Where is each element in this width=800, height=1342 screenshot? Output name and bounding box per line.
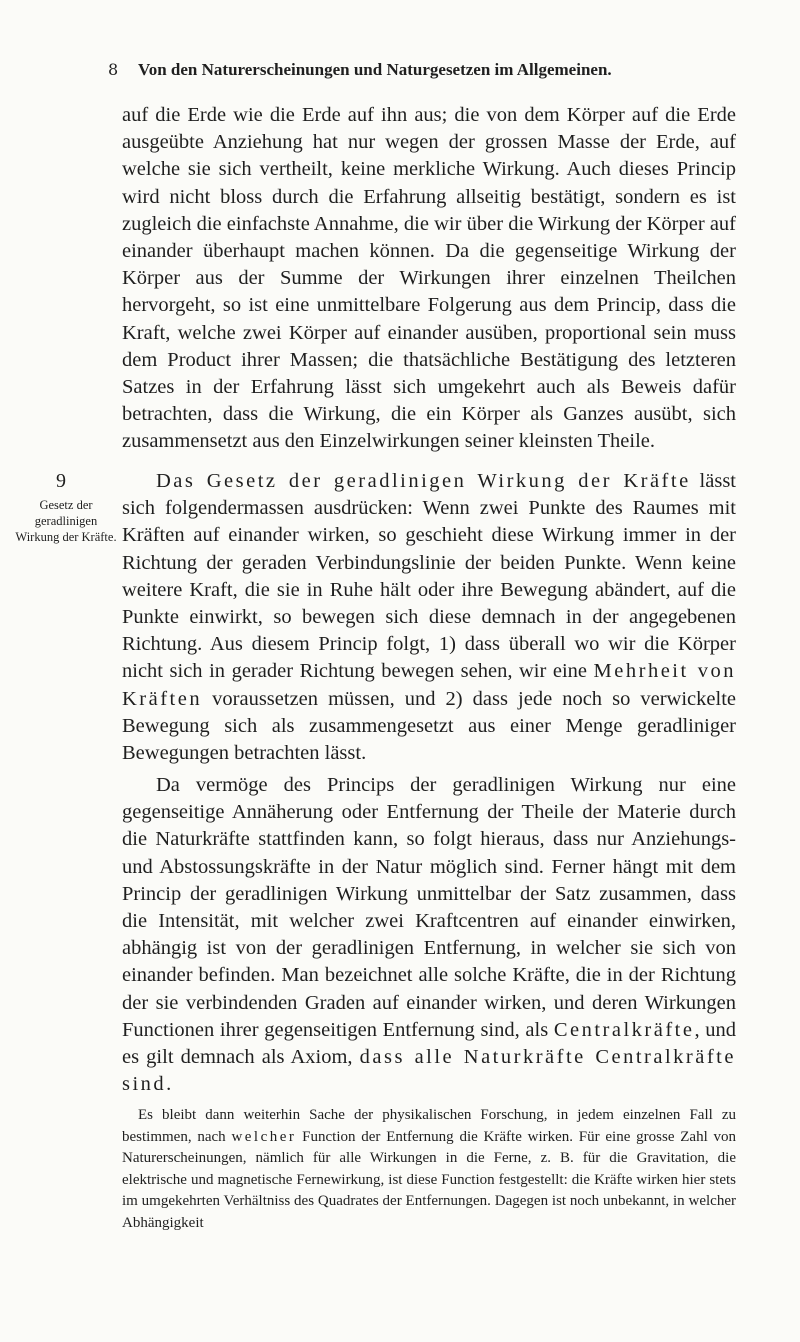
running-head [108, 60, 708, 80]
small-print-text [122, 1105, 736, 1235]
running-title: Von den Naturerscheinungen und Naturgesetzen im Allgemeinen. [138, 60, 612, 79]
central-forces-term: Centralkräfte [553, 1018, 695, 1041]
paragraph-2 [122, 468, 736, 767]
paragraph-3 [122, 772, 736, 1098]
paragraph-2-part-a: lässt sich folgendermassen ausdrücken: Wenn zwei Punkte des Raumes mit Kräften auf einander wirken, so geschieht diese Wirkung immer in der Richtung der geraden Verbindungslinie der beiden Punkte. Wenn keine weitere Kraft, die sie in Ruhe hält oder ihre Bewegung abändert, auf die Punkte einwirkt, so bewegen sich diese demnach in der angegebenen Richtung. Aus diesem Princip folgt, 1) dass überall wo wir die Körper nicht sich in gerader Richtung bewegen sehen, wir eine [122, 470, 736, 683]
law-term: Das Gesetz der geradlinigen Wirkung der Kräfte [156, 470, 691, 492]
margin-note: Gesetz der geradlinigen Wirkung der Kräfte. [15, 498, 117, 544]
paragraph-3-text [122, 772, 736, 1098]
axiom-statement: dass alle Naturkräfte Centralkräfte sind. [122, 1046, 736, 1096]
paragraph-1 [122, 102, 736, 456]
paragraph-1-text: auf die Erde wie die Erde auf ihn aus; die von dem Körper auf die Erde ausgeübte Anziehung hat nur wegen der grossen Masse der Erde, auf welche sie sich vertheilt, keine merkliche Wirkung. Auch dieses Princip wird nicht bloss durch die Erfahrung allseitig bestätigt, sondern es ist zugleich die einfachste Annahme, die wir über die Wirkung der Körper auf einander überhaupt machen können. Da die gegenseitige Wirkung der Körper aus der Summe der Wirkungen ihrer einzelnen Theilchen hervorgeht, so ist eine unmittelbare Folgerung aus dem Princip, dass die Kraft, welche zwei Körper auf einander ausüben, proportional sein muss dem Product ihrer Massen; die thatsächliche Bestätigung des letzteren Satzes in der Erfahrung lässt sich umgekehrt auch als Beweis dafür betrachten, dass die Wirkung, die ein Körper als Ganzes ausübt, sich zusammensetzt aus den Einzelwirkungen seiner kleinsten Theile. [122, 104, 736, 453]
plurality-term: Mehrheit von Kräften [122, 660, 736, 710]
small-print-part-b: Function der Entfernung die Kräfte wirken. Für eine grosse Zahl von Naturerscheinungen, nämlich für alle Wirkungen in die Ferne, z. B. für die Gravitation, die elektrische und magnetische Fernewirkung, ist diese Function festgestellt: die Kräfte wirken hier stets im umgekehrten Verhältniss des Quadrates der Entfernungen. Dagegen ist noch unbekannt, in welcher Abhängigkeit [122, 1128, 737, 1231]
section-number: 9 [56, 470, 66, 492]
small-print-note [122, 1105, 736, 1235]
page-number: 8 [108, 60, 119, 79]
paragraph-3-part-a: Da vermöge des Princips der geradlinigen Wirkung nur eine gegenseitige Annäherung oder Entfernung der Theile der Materie durch die Naturkräfte stattfinden kann, so folgt hieraus, dass nur Anziehungs- und Abstossungskräfte in der Natur möglich sind. Ferner hängt mit dem Princip der geradlinigen Wirkung unmittelbar der Satz zusammen, dass die Intensität, mit welcher zwei Kraftcentren auf einander einwirken, abhängig ist von der geradlinigen Entfernung, in welcher sie sich von einander befinden. Man bezeichnet alle solche Kräfte, die in der Richtung der sie verbindenden Graden auf einander wirken, und deren Wirkungen Functionen ihrer gegenseitigen Entfernung sind, als [122, 774, 736, 1041]
paragraph-3-part-b: , und es gilt demnach als Axiom, [122, 1018, 736, 1069]
paragraph-2-part-b: voraussetzen müssen, und 2) dass jede noch so verwickelte Bewegung sich als zusammengesetzt aus einer Menge geradliniger Bewegungen betrachten lässt. [122, 687, 736, 765]
paragraph-2-text [122, 468, 736, 767]
welcher-term: welcher [231, 1128, 297, 1145]
small-print-part-a: Es bleibt dann weiterhin Sache der physikalischen Forschung, in jedem einzelnen Fall zu bestimmen, nach [122, 1107, 736, 1145]
